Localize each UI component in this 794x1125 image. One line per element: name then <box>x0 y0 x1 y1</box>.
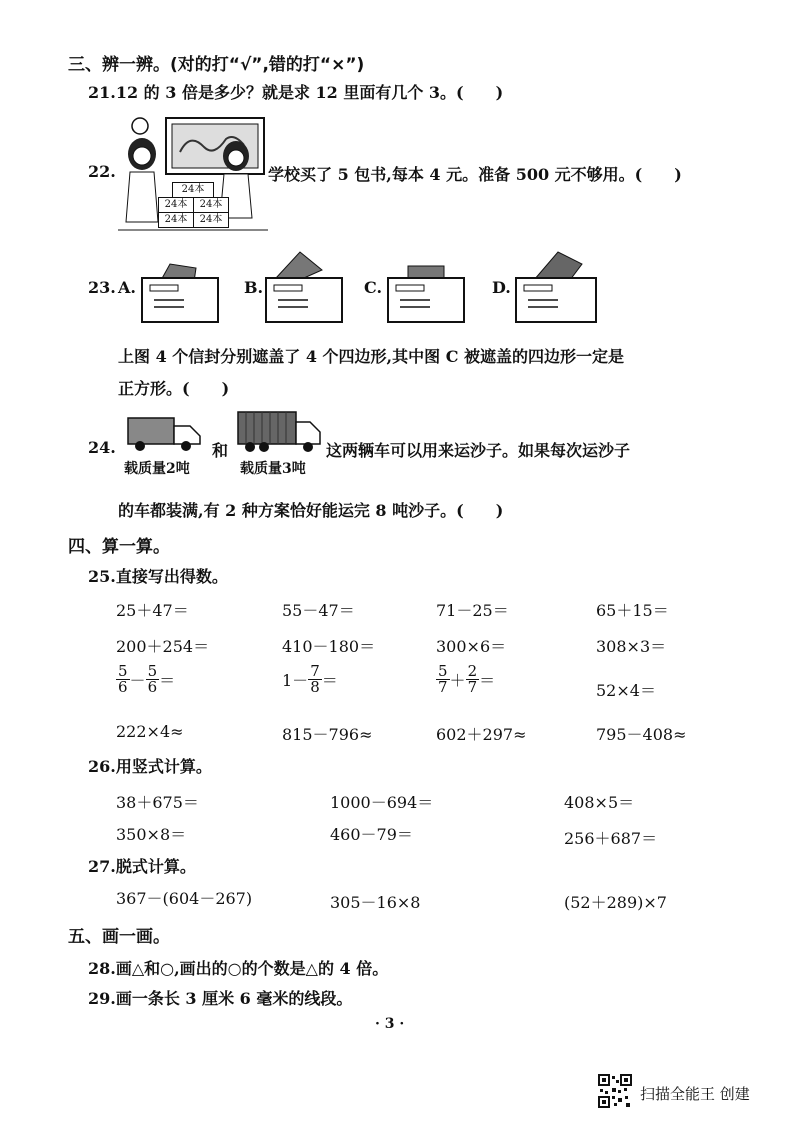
question-24-text-2: 的车都装满,有 2 种方案恰好能运完 8 吨沙子。( ) <box>118 501 504 520</box>
vertical-calc-item: 38＋675＝ <box>116 793 199 812</box>
calc-item: 71－25＝ <box>436 601 509 620</box>
book-boxes <box>158 182 230 228</box>
estimate-item: 795－408≈ <box>596 725 687 744</box>
calc-item: 55－47＝ <box>282 601 355 620</box>
question-23-text-1: 上图 4 个信封分别遮盖了 4 个四边形,其中图 C 被遮盖的四边形一定是 <box>118 347 624 366</box>
option-b-label: B. <box>244 278 264 297</box>
fraction: $\frac{5}{6}$ <box>147 662 158 696</box>
section5-title: 五、画一画。 <box>68 927 170 947</box>
calc-item: 410－180＝ <box>282 637 376 656</box>
fraction: $\frac{5}{7}$ <box>438 662 448 696</box>
vertical-calc-item: 256＋687＝ <box>564 829 658 848</box>
box-label: 24本 <box>193 197 229 213</box>
step-calc-item: 305－16×8 <box>330 893 421 912</box>
and-text: 和 <box>212 441 229 460</box>
step-calc-item: (52＋289)×7 <box>564 893 667 912</box>
fraction: $\frac{2}{7}$ <box>467 662 478 696</box>
fraction-calc-b: 1－ $\frac{7}{8}$ ＝ <box>282 662 338 696</box>
question-22-text: 学校买了 5 包书,每本 4 元。准备 500 元不够用。( ) <box>268 165 682 184</box>
fraction-calc-a: $\frac{5}{6}$ － $\frac{5}{6}$ ＝ <box>118 662 176 696</box>
fraction: $\frac{7}{8}$ <box>310 662 320 696</box>
calc-item: 65＋15＝ <box>596 601 669 620</box>
calc-item: 300×6＝ <box>436 637 507 656</box>
section4-title: 四、算一算。 <box>68 537 170 557</box>
vertical-calc-item: 1000－694＝ <box>330 793 434 812</box>
question-25-title: 25.直接写出得数。 <box>88 567 228 586</box>
truck2-label: 载质量3吨 <box>240 461 306 477</box>
question-28: 28.画△和○,画出的○的个数是△的 4 倍。 <box>88 959 389 978</box>
question-24-number: 24. <box>88 438 116 457</box>
question-21: 21.12 的 3 倍是多少？就是求 12 里面有几个 3。( ) <box>88 83 504 102</box>
question-29: 29.画一条长 3 厘米 6 毫米的线段。 <box>88 989 353 1008</box>
box-label: 24本 <box>158 197 194 213</box>
step-calc-item: 367－(604－267) <box>116 889 253 908</box>
box-label: 24本 <box>172 182 214 198</box>
question-23-number: 23. <box>88 278 116 297</box>
envelope-a-icon <box>140 258 220 326</box>
calc-item: 308×3＝ <box>596 637 667 656</box>
watermark-text: 扫描全能王 创建 <box>640 1085 750 1103</box>
box-label: 24本 <box>193 212 229 228</box>
question-26-title: 26.用竖式计算。 <box>88 757 212 776</box>
option-d-label: D. <box>492 278 511 297</box>
page-number: · 3 · <box>375 1016 405 1032</box>
small-truck-icon <box>124 414 204 454</box>
question-27-title: 27.脱式计算。 <box>88 857 196 876</box>
question-24-text-1: 这两辆车可以用来运沙子。如果每次运沙子 <box>326 441 631 460</box>
question-23-text-2: 正方形。( ) <box>118 379 230 398</box>
vertical-calc-item: 350×8＝ <box>116 825 187 844</box>
envelope-b-icon <box>264 248 344 326</box>
box-label: 24本 <box>158 212 194 228</box>
envelope-c-icon <box>386 258 466 326</box>
vertical-calc-item: 408×5＝ <box>564 793 635 812</box>
envelope-d-icon <box>514 246 598 326</box>
estimate-item: 815－796≈ <box>282 725 373 744</box>
vertical-calc-item: 460－79＝ <box>330 825 413 844</box>
estimate-item: 222×4≈ <box>116 722 184 741</box>
section3-title: 三、辨一辨。(对的打“√”,错的打“×”) <box>68 55 365 75</box>
option-c-label: C. <box>364 278 383 297</box>
truck1-label: 载质量2吨 <box>124 461 190 477</box>
fraction-calc-c: $\frac{5}{7}$ ＋ $\frac{2}{7}$ ＝ <box>438 662 496 696</box>
calc-item: 25＋47＝ <box>116 601 189 620</box>
estimate-item: 602＋297≈ <box>436 725 527 744</box>
question-22-number: 22. <box>88 162 116 181</box>
option-a-label: A. <box>118 278 136 297</box>
fraction: $\frac{5}{6}$ <box>118 662 128 696</box>
calc-item: 200＋254＝ <box>116 637 210 656</box>
large-truck-icon <box>236 410 322 454</box>
qr-code-icon <box>598 1074 632 1108</box>
calc-item: 52×4＝ <box>596 681 656 700</box>
